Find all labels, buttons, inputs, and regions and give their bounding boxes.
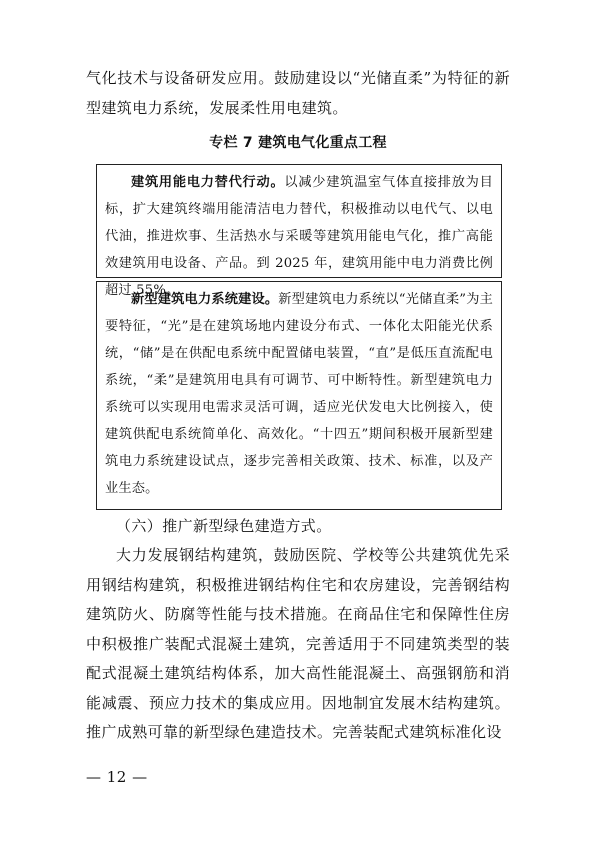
- feature-box-item-2: [96, 281, 502, 510]
- body-paragraph: 大力发展钢结构建筑，鼓励医院、学校等公共建筑优先采用钢结构建筑，积极推进钢结构住宅和农房建设，完善钢结构建筑防火、防腐等性能与技术措施。在商品住宅和保障性住房中积极推广装配式混凝土建筑，完善适用于不同建筑类型的装配式混凝土建筑结构体系，加大高性能混凝土、高强钢筋和消能减震、预应力技术的集成应用。因地制宜发展木结构建筑。推广成熟可靠的新型绿色建造技术。完善装配式建筑标准化设: [86, 546, 510, 741]
- section-heading: （六）推广新型绿色建造方式。: [116, 517, 332, 535]
- page-number: — 12 —: [86, 768, 148, 786]
- box-item-lead: 建筑用能电力替代行动。: [131, 175, 285, 190]
- box-item-text: 新型建筑电力系统以“光储直柔”为主要特征，“光”是在建筑场地内建设分布式、一体化太阳能光伏系统，“储”是在供配电系统中配置储电装置，“直”是低压直流配电系统，“柔”是建筑用电具有可调节、可中断特性。新型建筑电力系统可以实现用电需求灵活可调，适应光伏发电大比例接入，使建筑供配电系统简单化、高效化。“十四五”期间积极开展新型建筑电力系统建设试点，逐步完善相关政策、技术、标准，以及产业生态。: [105, 292, 493, 496]
- box-title: 专栏 7 建筑电气化重点工程: [209, 135, 387, 151]
- intro-paragraph: 气化技术与设备研发应用。鼓励建设以“光储直柔”为特征的新型建筑电力系统，发展柔性用电建筑。: [86, 69, 510, 117]
- box-item-text: 以减少建筑温室气体直接排放为目标，扩大建筑终端用能清洁电力替代，积极推动以电代气、以电代油，推进炊事、生活热水与采暖等建筑用能电气化，推广高能效建筑用电设备、产品。到 2025 年，建筑用能中电力消费比例超过 55%。: [105, 175, 493, 298]
- box-item-paragraph: [105, 286, 493, 502]
- box-item-lead: 新型建筑电力系统建设。: [131, 292, 279, 307]
- feature-box-item-1: [96, 164, 502, 298]
